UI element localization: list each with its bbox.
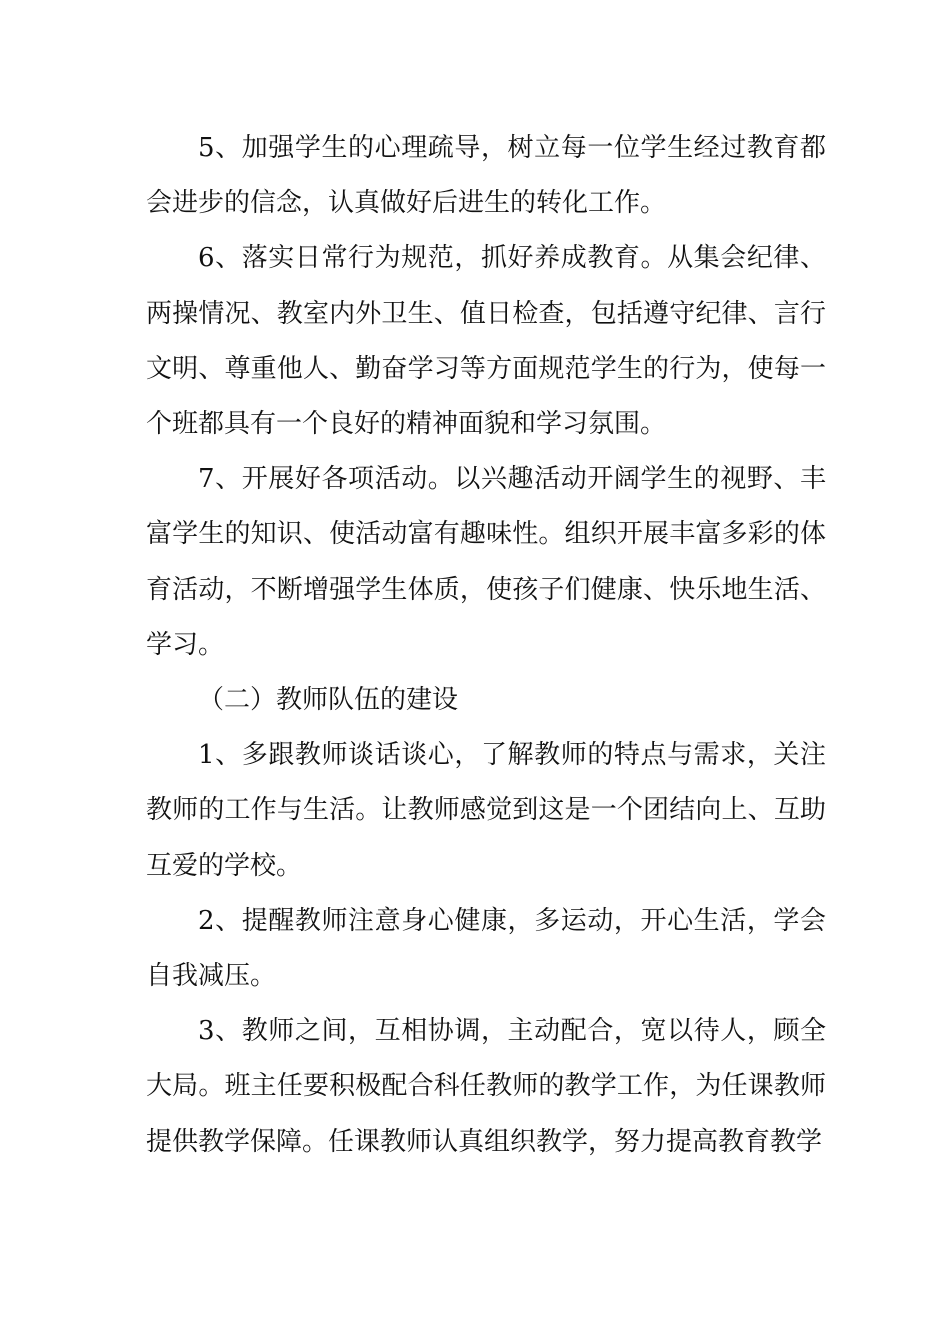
- section-heading: （二）教师队伍的建设: [198, 685, 459, 716]
- paragraph-7: 7、开展好各项活动。以兴趣活动开阔学生的视野、丰富学生的知识、使活动富有趣味性。组织开展丰富多彩的体育活动，不断增强学生体质，使孩子们健康、快乐地生活、学习。: [146, 464, 826, 660]
- section-paragraph-2: 2、提醒教师注意身心健康，多运动，开心生活，学会自我减压。: [146, 905, 826, 992]
- paragraph-5: 5、加强学生的心理疏导，树立每一位学生经过教育都会进步的信念，认真做好后进生的转化工作。: [146, 133, 826, 219]
- document-body: [146, 121, 826, 1170]
- section-paragraph-1: 1、多跟教师谈话谈心，了解教师的特点与需求，关注教师的工作与生活。让教师感觉到这是一个团结向上、互助互爱的学校。: [146, 740, 826, 881]
- section-paragraph-3: 3、教师之间，互相协调，主动配合，宽以待人，顾全大局。班主任要积极配合科任教师的教学工作，为任课教师提供教学保障。任课教师认真组织教学，努力提高教育教学: [146, 1016, 826, 1157]
- paragraph-6: 6、落实日常行为规范，抓好养成教育。从集会纪律、两操情况、教室内外卫生、值日检查，包括遵守纪律、言行文明、尊重他人、勤奋学习等方面规范学生的行为，使每一个班都具有一个良好的精神面貌和学习氛围。: [146, 243, 826, 440]
